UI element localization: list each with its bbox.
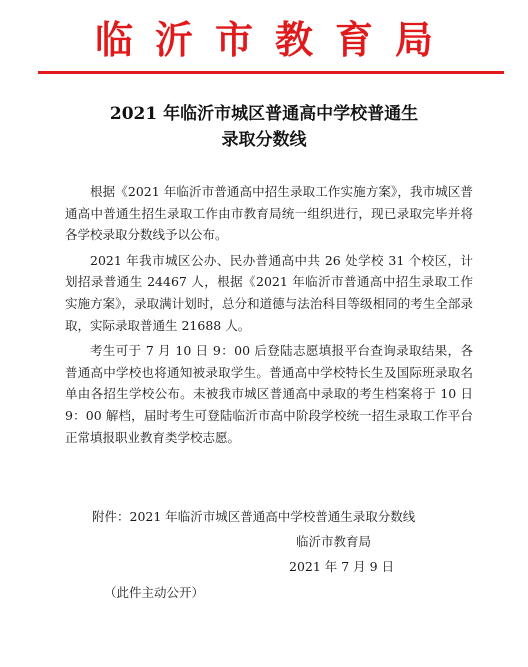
signature-organization: 临沂市教育局 [296,534,372,549]
title-line-1: 2021 年临沂市城区普通高中学校普通生 [109,104,419,124]
masthead-title: 临沂市教育局 [94,18,455,62]
paragraph-3: 考生可于 7 月 10 日 9：00 后登陆志愿填报平台查询录取结果，各普通高中学校也将通知被录取学生。普通高中学校特长生及国际班录取名单由各招生学校公布。未被我市城区普通高中录取的考生档案将于 10 日 9：00 解档，届时考生可登陆临沂市高中阶段学校统一招生录取工作平台正常填报职业教育类学校志愿。 [65,343,473,445]
signature-date: 2021 年 7 月 9 日 [289,559,395,574]
title-line-2: 录取分数线 [221,130,307,150]
document-title [0,101,528,153]
document-body [65,181,473,452]
disclosure-note: （此件主动公开） [104,585,205,600]
paragraph-2: 2021 年我市城区公办、民办普通高中共 26 处学校 31 个校区，计划招录普通生 24467 人，根据《2021 年临沂市普通高中招生录取工作实施方案》，录取满计划时，总分和道德与法治科目等级相同的考生全部录取，实际录取普通生 21688 人。 [65,252,473,333]
paragraph-1: 根据《2021 年临沂市普通高中招生录取工作实施方案》，我市城区普通高中普通生招生录取工作由市教育局统一组织进行，现已录取完毕并将各学校录取分数线予以公布。 [65,184,473,243]
masthead-red-rule [38,71,504,74]
attachment-note: 附件：2021 年临沂市城区普通高中学校普通生录取分数线 [92,509,416,524]
